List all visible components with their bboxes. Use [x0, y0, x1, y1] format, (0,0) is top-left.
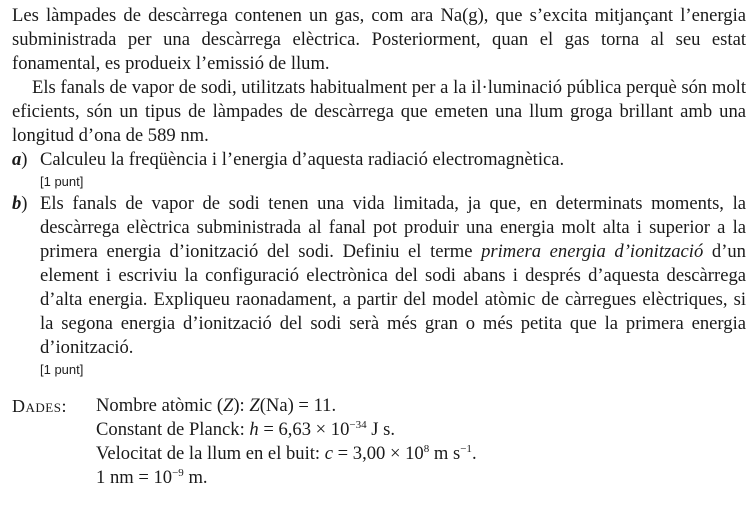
data-section — [12, 394, 746, 490]
data-atomic-number: Nombre atòmic (Z): Z(Na) = 11. — [96, 395, 337, 416]
term-first-ionization-energy: primera energia d’ionització — [481, 241, 704, 262]
data-heading: Dades: — [12, 396, 67, 416]
question-b-text: Els fanals de vapor de sodi tenen una vida limitada, ja que, en determinats moments, la descàrrega elèctrica subministrada al fanal pot produir una energia molt alta i superior a la primera energia d’ionització del sodi. Definiu el terme primera energia d’ionització d’un element i escriviu la configuració electrònica del sodi abans i després d’aquesta descàrrega d’alta energia. Expliqueu raonadament, a partir del model atòmic de càrregues elèctriques, si la segona energia d’ionització del sodi serà més gran o més petita que la primera energia d’ionització. — [40, 193, 746, 358]
question-a — [12, 148, 746, 172]
question-b-label: b) — [12, 193, 28, 214]
question-a-points: [1 punt] — [40, 174, 84, 189]
question-a-text: Calculeu la freqüència i l’energia d’aquesta radiació electromagnètica. — [40, 149, 565, 170]
question-b — [12, 192, 746, 360]
data-list — [96, 394, 746, 490]
data-planck-constant: Constant de Planck: $h = 6,63 \times 10^{-34}$ J s. — [96, 419, 396, 440]
intro-paragraph-2: Els fanals de vapor de sodi, utilitzats habitualment per a la il·luminació pública perquè són molt eficients, són un tipus de làmpades de descàrrega que emeten una llum groga brillant amb una longitud d’ona de 589 nm. — [12, 77, 746, 146]
question-a-label: a) — [12, 149, 28, 170]
intro-paragraph-1: Les làmpades de descàrrega contenen un gas, com ara Na(g), que s’excita mitjançant l’energia subministrada per una descàrrega elèctrica. Posteriorment, quan el gas torna al seu estat fonamental, es produeix l’emissió de llum. — [12, 5, 746, 74]
data-nanometer: 1 nm = $10^{-9}$ m. — [96, 467, 208, 488]
question-b-points: [1 punt] — [40, 362, 84, 377]
data-speed-of-light: Velocitat de la llum en el buit: $c = 3,00 \times 10^8$ m $s^{-1}$. — [96, 443, 477, 464]
